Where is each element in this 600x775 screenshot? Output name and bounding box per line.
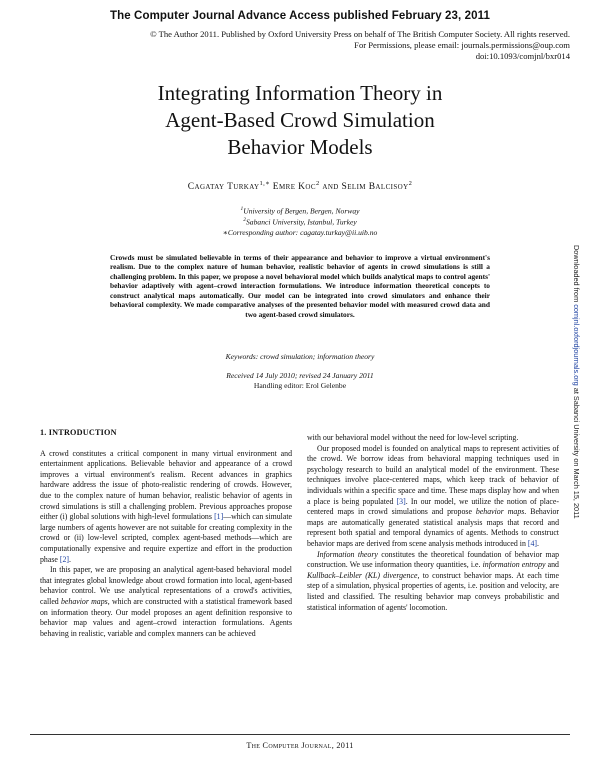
affiliation-text: University of Bergen, Bergen, Norway bbox=[243, 206, 360, 216]
corresponding-author: ∗Corresponding author: cagatay.turkay@ii.uib.no bbox=[222, 228, 378, 237]
citation-link[interactable]: [2] bbox=[59, 554, 69, 564]
permissions-line: For Permissions, please email: journals.permissions@oup.com bbox=[354, 40, 570, 50]
paragraph bbox=[307, 550, 559, 614]
side-note-suffix: at Sabanci University on March 15, 2011 bbox=[572, 385, 581, 519]
paragraph bbox=[307, 444, 559, 550]
title-line-3: Behavior Models bbox=[227, 135, 373, 159]
side-note-prefix: Downloaded from bbox=[572, 245, 581, 305]
abstract: Crowds must be simulated believable in terms of their appearance and behavior to improve a virtual environment's realism. Due to the complex nature of human behavior, realistic behavior of agents in crowd simulations is still a challenging problem. In this paper, we propose a novel behavioral model which builds analytical maps to control agents' behavior adaptively with agent–crowd interaction formulations. We introduce information theoretical concepts to construct analytical maps automatically. Our model can be integrated into crowd simulators and enhance their behavioral complexity. We made comparative analyses of the presented behavior model with measured crowd data and two agent-based crowd simulators. bbox=[110, 253, 490, 319]
text-span: constitutes the theoretical foundation of behavior map construction. We use information theory quantities, i.e. bbox=[307, 549, 560, 570]
download-side-note bbox=[572, 245, 581, 605]
paragraph: with our behavioral model without the need for low-level scripting. bbox=[307, 433, 519, 442]
emphasis-text: Information theory bbox=[317, 549, 378, 559]
author-sup: 2 bbox=[408, 180, 413, 187]
affiliation-text: Sabanci University, Istanbul, Turkey bbox=[246, 217, 357, 227]
side-note-link[interactable]: comjnl.oxfordjournals.org bbox=[572, 304, 581, 386]
copyright-line: © The Author 2011. Published by Oxford University Press on behalf of The British Computer Society. All rights reserved. bbox=[150, 29, 570, 39]
citation-link[interactable]: [3] bbox=[396, 496, 406, 506]
emphasis-text: information entropy bbox=[482, 560, 546, 570]
author-sup: 2 bbox=[315, 180, 320, 187]
text-span: and bbox=[545, 560, 559, 570]
affiliation-1 bbox=[60, 206, 540, 216]
keywords: Keywords: crowd simulation; information theory bbox=[225, 352, 375, 361]
text-span: . bbox=[68, 554, 71, 564]
handling-editor: Handling editor: Erol Gelenbe bbox=[253, 381, 347, 390]
text-span: Our proposed model is founded on analytical maps to represent activities of the crowd. We borrow ideas from behavioral mapping techniques used in psychology research to build an analytical model of the environment. These techniques involve place-centered maps, which keep track of behavior of individuals within a specific space and time. These maps display how and when a place is being populated bbox=[307, 443, 559, 506]
text-span: —which can simulate large numbers of agents however are not suitable for creating complexity in the crowd or (ii) low-level scripted, complex agent-based methods—which are computationally expensive and require expertize and effort in the production phase bbox=[40, 512, 292, 564]
doi-line: doi:10.1093/comjnl/bxr014 bbox=[475, 51, 570, 61]
emphasis-text: behavior maps bbox=[61, 596, 108, 606]
journal-footer: The Computer Journal, 2011 bbox=[246, 741, 354, 750]
author-conjunction: and bbox=[322, 182, 339, 193]
paper-title bbox=[60, 80, 540, 161]
journal-header: The Computer Journal Advance Access published February 23, 2011 bbox=[110, 10, 490, 22]
emphasis-text: behavior maps bbox=[475, 507, 525, 517]
affiliation-sup: 2 bbox=[243, 217, 246, 223]
footer-rule bbox=[30, 734, 570, 735]
affiliation-2 bbox=[60, 217, 540, 227]
paragraph bbox=[40, 565, 292, 639]
paragraph bbox=[40, 449, 292, 566]
received-dates: Received 14 July 2010; revised 24 January 2011 bbox=[226, 371, 374, 380]
author-name: Selim Balcisoy bbox=[341, 182, 409, 193]
citation-link[interactable]: [1] bbox=[214, 512, 224, 522]
author-name: Cagatay Turkay bbox=[187, 182, 260, 193]
citation-link[interactable]: [4] bbox=[527, 538, 538, 548]
title-line-2: Agent-Based Crowd Simulation bbox=[165, 108, 435, 132]
text-span: In this paper, we are proposing an analytical agent-based behavioral model that integrates global knowledge about crowd formation into local, agent-based behavior control. We use analytical representations of a crowd's activities, called bbox=[40, 565, 292, 606]
affiliation-sup: 1 bbox=[240, 206, 244, 212]
text-span: , which are constructed with a statistical framework based on information theory. Our model proposes an agent definition responsive to behavior map values and agent–crowd interaction formulations. Agents behaving in realistic, variable and complex manners can be achieved bbox=[40, 596, 293, 638]
section-heading: 1. INTRODUCTION bbox=[40, 428, 117, 437]
emphasis-text: Kullback–Leibler (KL) divergence bbox=[307, 570, 418, 580]
author-list bbox=[40, 179, 560, 192]
right-column bbox=[307, 433, 559, 613]
author-name: Emre Koc bbox=[272, 182, 316, 193]
title-line-1: Integrating Information Theory in bbox=[157, 81, 443, 105]
left-column bbox=[40, 428, 292, 639]
text-span: . In our model, we utilize the notion of place-centered maps in crowd simulations and propose bbox=[307, 496, 560, 517]
text-span: , to construct behavior maps. At each time step of a simulation, physical properties of agents, i.e. position and velocity, are listed and classified. The resulting behavior map conveys probabilistic and statistical information of agents' locomotion. bbox=[307, 570, 560, 612]
text-span: . Behavior maps are automatically generated statistical analysis maps that record and represent both spatial and temporal dynamics of agents. Methods to construct behavior maps are derived from scene analysis methods introduced in bbox=[307, 507, 559, 548]
author-sup: 1,∗ bbox=[259, 180, 271, 187]
text-span: . bbox=[537, 538, 539, 548]
text-span: A crowd constitutes a critical component in many virtual environment and entertainment applications. Believable behavior and appearance of a crowd improves a virtual environment's realism. Recent advances in graphics hardware address the issue of photo-realistic rendering of crowds. However, due to the complex nature of human behavior, realistic behavior of agents in crowd simulations is still a challenging problem. Previous approaches propose either (i) global solutions with high-level formulations bbox=[40, 448, 292, 522]
